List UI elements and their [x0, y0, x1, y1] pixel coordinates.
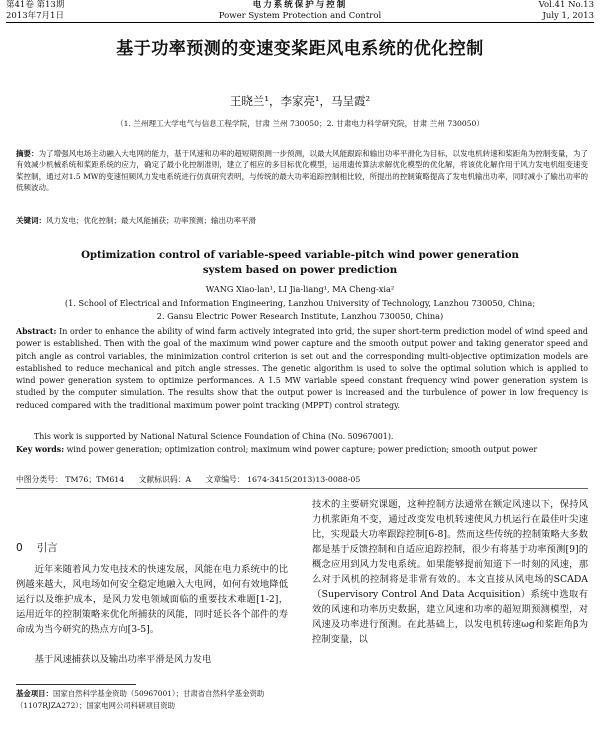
journal-cn: 电力系统保护与控制: [252, 0, 348, 10]
keywords-en-label: Key words:: [16, 445, 65, 454]
classification-line: [16, 474, 588, 485]
section-heading-introduction: [16, 540, 58, 555]
volume-cn: 第41卷 第13期: [6, 0, 65, 10]
affiliations-cn: （1. 兰州理工大学电气与信息工程学院，甘肃 兰州 730050；2. 甘肃电力科学研究院，甘肃 兰州 730050）: [116, 119, 484, 128]
paper-title-en: Optimization control of variable-speed variable-pitch wind power generation system based on power prediction: [81, 249, 519, 276]
abstract-en-text: In order to enhance the ability of wind farm actively integrated into grid, the super short-term prediction model of wind speed and power is established. Then with the goal of the maximum wind power capture and the smooth output power and taking generator speed and pitch angle as control variables, the minimization control criterion is set out and the corresponding multi-objective optimization models are established to reduce mechanical and pitch angle stresses. The genetic algorithm is used to solve the optimal solution which is applied to wind power generation system to optimize performances. A 1.5 MW variable speed constant frequency wind power generation system is studied by the computer simulation. The results show that the output power is increased and the turbulence of power in low frequency is reduced compared with the traditional maximum power point tracking (MPPT) control strategy.: [16, 327, 588, 410]
keywords-cn: [16, 215, 588, 226]
footnote-rule: [16, 684, 136, 685]
support-note-en: This work is supported by National Natural Science Foundation of China (No. 50967001).: [34, 432, 394, 441]
intro-paragraph-right: 技术的主要研究课题，这种控制方法通常在额定风速以下，保持风力机浆距角不变，通过改变发电机转速使风力机运行在最佳叶尖速比，实现最大功率跟踪控制[6-8]。然而这些传统的控制策略大多数都是基于反馈控制和自适应追踪控制，很少有将基于功率预测[9]的概念应用到风力发电系统。如果能够提前知道下一时刻的风速，那么对于风机的控制将是非常有效的。本文直接从风电场的SCADA（Supervisory Control And Data Acquisition）系统中选取有效的风速和功率历史数据，建立风速和功率的超短期预测模型，对风速及功率进行预测。在此基础上，以发电机转速ωg和桨距角β为控制变量，以: [312, 499, 588, 645]
abstract-en-label: Abstract:: [16, 327, 57, 336]
keywords-cn-label: 关键词：: [16, 216, 46, 225]
abstract-cn: [16, 148, 588, 194]
affiliations-en: [0, 297, 600, 323]
intro-paragraph-1: 近年来随着风力发电技术的快速发展，风能在电力系统中的比例越来越大，风电场如何安全稳定地融入大电网，如何有效地降低运行以及维护成本，是风力发电领域面临的重要技术难题[1-2]，运用近年的控制策略来优化所捕获的风能，同时延长各个部件的寿命成为当今研究的热点方向[3-5]。: [16, 564, 288, 635]
affiliation-en-1: (1. School of Electrical and Information Engineering, Lanzhou University of Technology, Lanzhou 730050, China;: [64, 298, 536, 308]
intro-paragraph-2: 基于风速捕获以及输出功率平滑是风力发电: [34, 654, 212, 665]
running-header: [6, 0, 594, 24]
abstract-en: [16, 326, 588, 412]
header-right: [539, 0, 594, 22]
authors-en: WANG Xiao-lan¹, LI Jia-liang¹, MA Cheng-xia²: [205, 284, 395, 294]
funding-label: 基金项目：: [16, 689, 53, 698]
clc-number: 中图分类号： TM76；TM614: [16, 475, 125, 484]
keywords-cn-text: 风力发电；优化控制；最大风能捕获；功率预测；输出功率平滑: [46, 216, 256, 225]
keywords-en: [16, 445, 588, 454]
header-center: [6, 0, 594, 22]
journal-en: Power System Protection and Control: [218, 11, 382, 21]
authors-cn: 王晓兰¹，李家亮¹，马呈霞²: [229, 94, 371, 108]
volume-en: Vol.41 No.13: [538, 0, 594, 10]
keywords-en-text: wind power generation; optimization control; maximum wind power capture; power prediction; smooth output power: [66, 445, 538, 454]
abstract-cn-label: 摘要：: [16, 149, 39, 158]
date-cn: 2013年7月1日: [6, 11, 64, 21]
section-number: 0: [16, 542, 23, 554]
funding-footnote: [16, 688, 288, 712]
article-number: 文章编号： 1674-3415(2013)13-0088-05: [205, 475, 361, 484]
document-code: 文献标识码：A: [138, 475, 192, 484]
header-rule: [6, 22, 594, 23]
paper-title-cn: 基于功率预测的变速变桨距风电系统的优化控制: [116, 39, 484, 59]
date-en: July 1, 2013: [542, 11, 594, 21]
funding-text: 国家自然科学基金资助（50967001）；甘肃省自然科学基金资助（1107RJZA272）；国家电网公司科研项目资助: [16, 689, 265, 710]
section-title: 引言: [36, 542, 58, 554]
abstract-cn-text: 为了增强风电场主动融入大电网的能力，基于风速和功率的超短期预测一步预测，以最大风能跟踪和输出功率平滑化为目标，以发电机转速和桨距角为控制变量，为了有效减少机械系统和桨距系统的应力，确定了最小化控制准则，建立了相应的多目标优化模型，运用遗传算法求解优化模型的优化解，将该优化解作用于风力发电机组变速变桨控制，通过对1.5 MW的变速恒频风力发电系统进行仿真研究表明，与传统的最大功率追踪控制相比较，所提出的控制策略提高了发电机输出功率，同时减小了输出功率的低频波动。: [16, 149, 589, 193]
front-matter-divider: [16, 488, 588, 489]
affiliation-en-2: 2. Gansu Electric Power Research Institute, Lanzhou 730050, China): [156, 311, 444, 321]
